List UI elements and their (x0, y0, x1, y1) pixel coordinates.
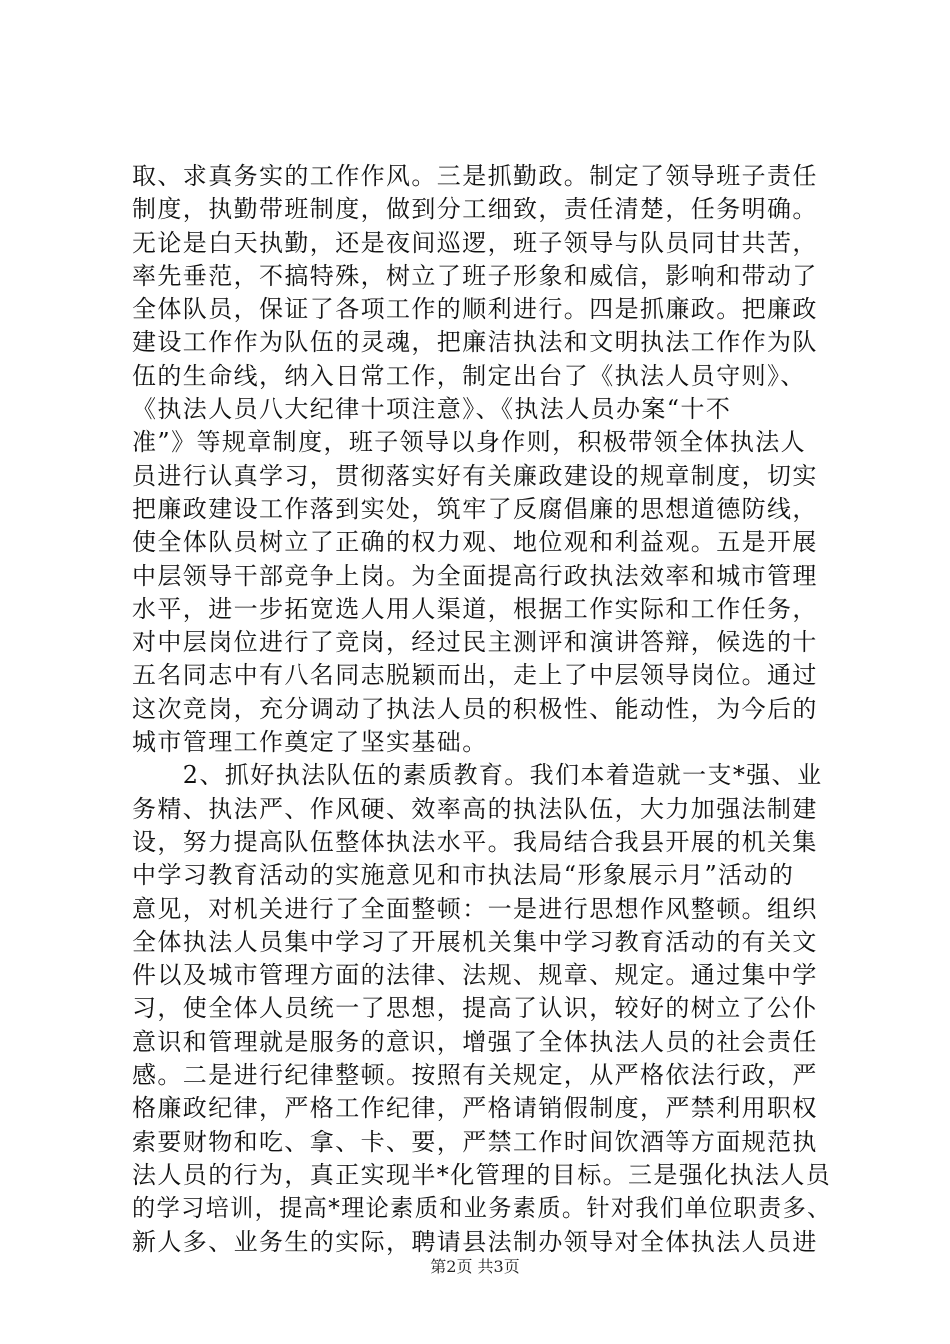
text-line: 2、抓好执法队伍的素质教育。我们本着造就一支*强、业 (132, 761, 823, 790)
text-line: 全体执法人员集中学习了开展机关集中学习教育活动的有关文 (132, 927, 818, 956)
text-line: 制度，执勤带班制度，做到分工细致，责任清楚，任务明确。 (132, 195, 818, 224)
text-line: 率先垂范，不搞特殊，树立了班子形象和威信，影响和带动了 (132, 261, 818, 290)
text-line: 感。二是进行纪律整顿。按照有关规定，从严格依法行政，严 (132, 1061, 818, 1090)
text-line: 把廉政建设工作落到实处，筑牢了反腐倡廉的思想道德防线， (132, 494, 818, 523)
text-line: 使全体队员树立了正确的权力观、地位观和利益观。五是开展 (132, 528, 818, 557)
text-line: 无论是白天执勤，还是夜间巡逻，班子领导与队员同甘共苦， (132, 228, 818, 257)
text-line: 《执法人员八大纪律十项注意》、《执法人员办案“十不 (132, 395, 732, 424)
text-line: 这次竞岗，充分调动了执法人员的积极性、能动性，为今后的 (132, 694, 818, 723)
text-line: 水平，进一步拓宽选人用人渠道，根据工作实际和工作任务， (132, 594, 818, 623)
text-line: 城市管理工作奠定了坚实基础。 (132, 728, 488, 757)
page-footer: 第2页 共3页 (430, 1257, 520, 1276)
text-line: 意见，对机关进行了全面整顿：一是进行思想作风整顿。组织 (132, 894, 818, 923)
body-text (132, 160, 832, 1259)
text-line: 建设工作作为队伍的灵魂，把廉洁执法和文明执法工作作为队 (132, 328, 818, 357)
text-line: 务精、执法严、作风硬、效率高的执法队伍，大力加强法制建 (132, 794, 818, 823)
text-line: 的学习培训，提高*理论素质和业务素质。针对我们单位职责多、 (132, 1194, 832, 1223)
text-line: 员进行认真学习，贯彻落实好有关廉政建设的规章制度，切实 (132, 461, 818, 490)
text-line: 准”》等规章制度，班子领导以身作则，积极带领全体执法人 (132, 428, 807, 457)
text-line: 中层领导干部竞争上岗。为全面提高行政执法效率和城市管理 (132, 561, 818, 590)
text-line: 格廉政纪律，严格工作纪律，严格请销假制度，严禁利用职权 (132, 1094, 818, 1123)
text-line: 伍的生命线，纳入日常工作，制定出台了《执法人员守则》、 (132, 361, 806, 390)
text-line: 中学习教育活动的实施意见和市执法局“形象展示月”活动的 (132, 861, 795, 890)
text-line: 设，努力提高队伍整体执法水平。我局结合我县开展的机关集 (132, 827, 818, 856)
text-line: 全体队员，保证了各项工作的顺利进行。四是抓廉政。把廉政 (132, 295, 818, 324)
text-line: 意识和管理就是服务的意识，增强了全体执法人员的社会责任 (132, 1027, 818, 1056)
text-line: 对中层岗位进行了竞岗，经过民主测评和演讲答辩，候选的十 (132, 628, 818, 657)
text-line: 法人员的行为，真正实现半*化管理的目标。三是强化执法人员 (132, 1160, 832, 1189)
text-line: 新人多、业务生的实际，聘请县法制办领导对全体执法人员进 (132, 1227, 818, 1256)
text-line: 取、求真务实的工作作风。三是抓勤政。制定了领导班子责任 (132, 162, 818, 190)
text-line: 习，使全体人员统一了思想，提高了认识，较好的树立了公仆 (132, 994, 818, 1023)
text-line: 五名同志中有八名同志脱颖而出，走上了中层领导岗位。通过 (132, 661, 818, 690)
text-line: 索要财物和吃、拿、卡、要，严禁工作时间饮酒等方面规范执 (132, 1127, 818, 1156)
text-line: 件以及城市管理方面的法律、法规、规章、规定。通过集中学 (132, 961, 818, 990)
